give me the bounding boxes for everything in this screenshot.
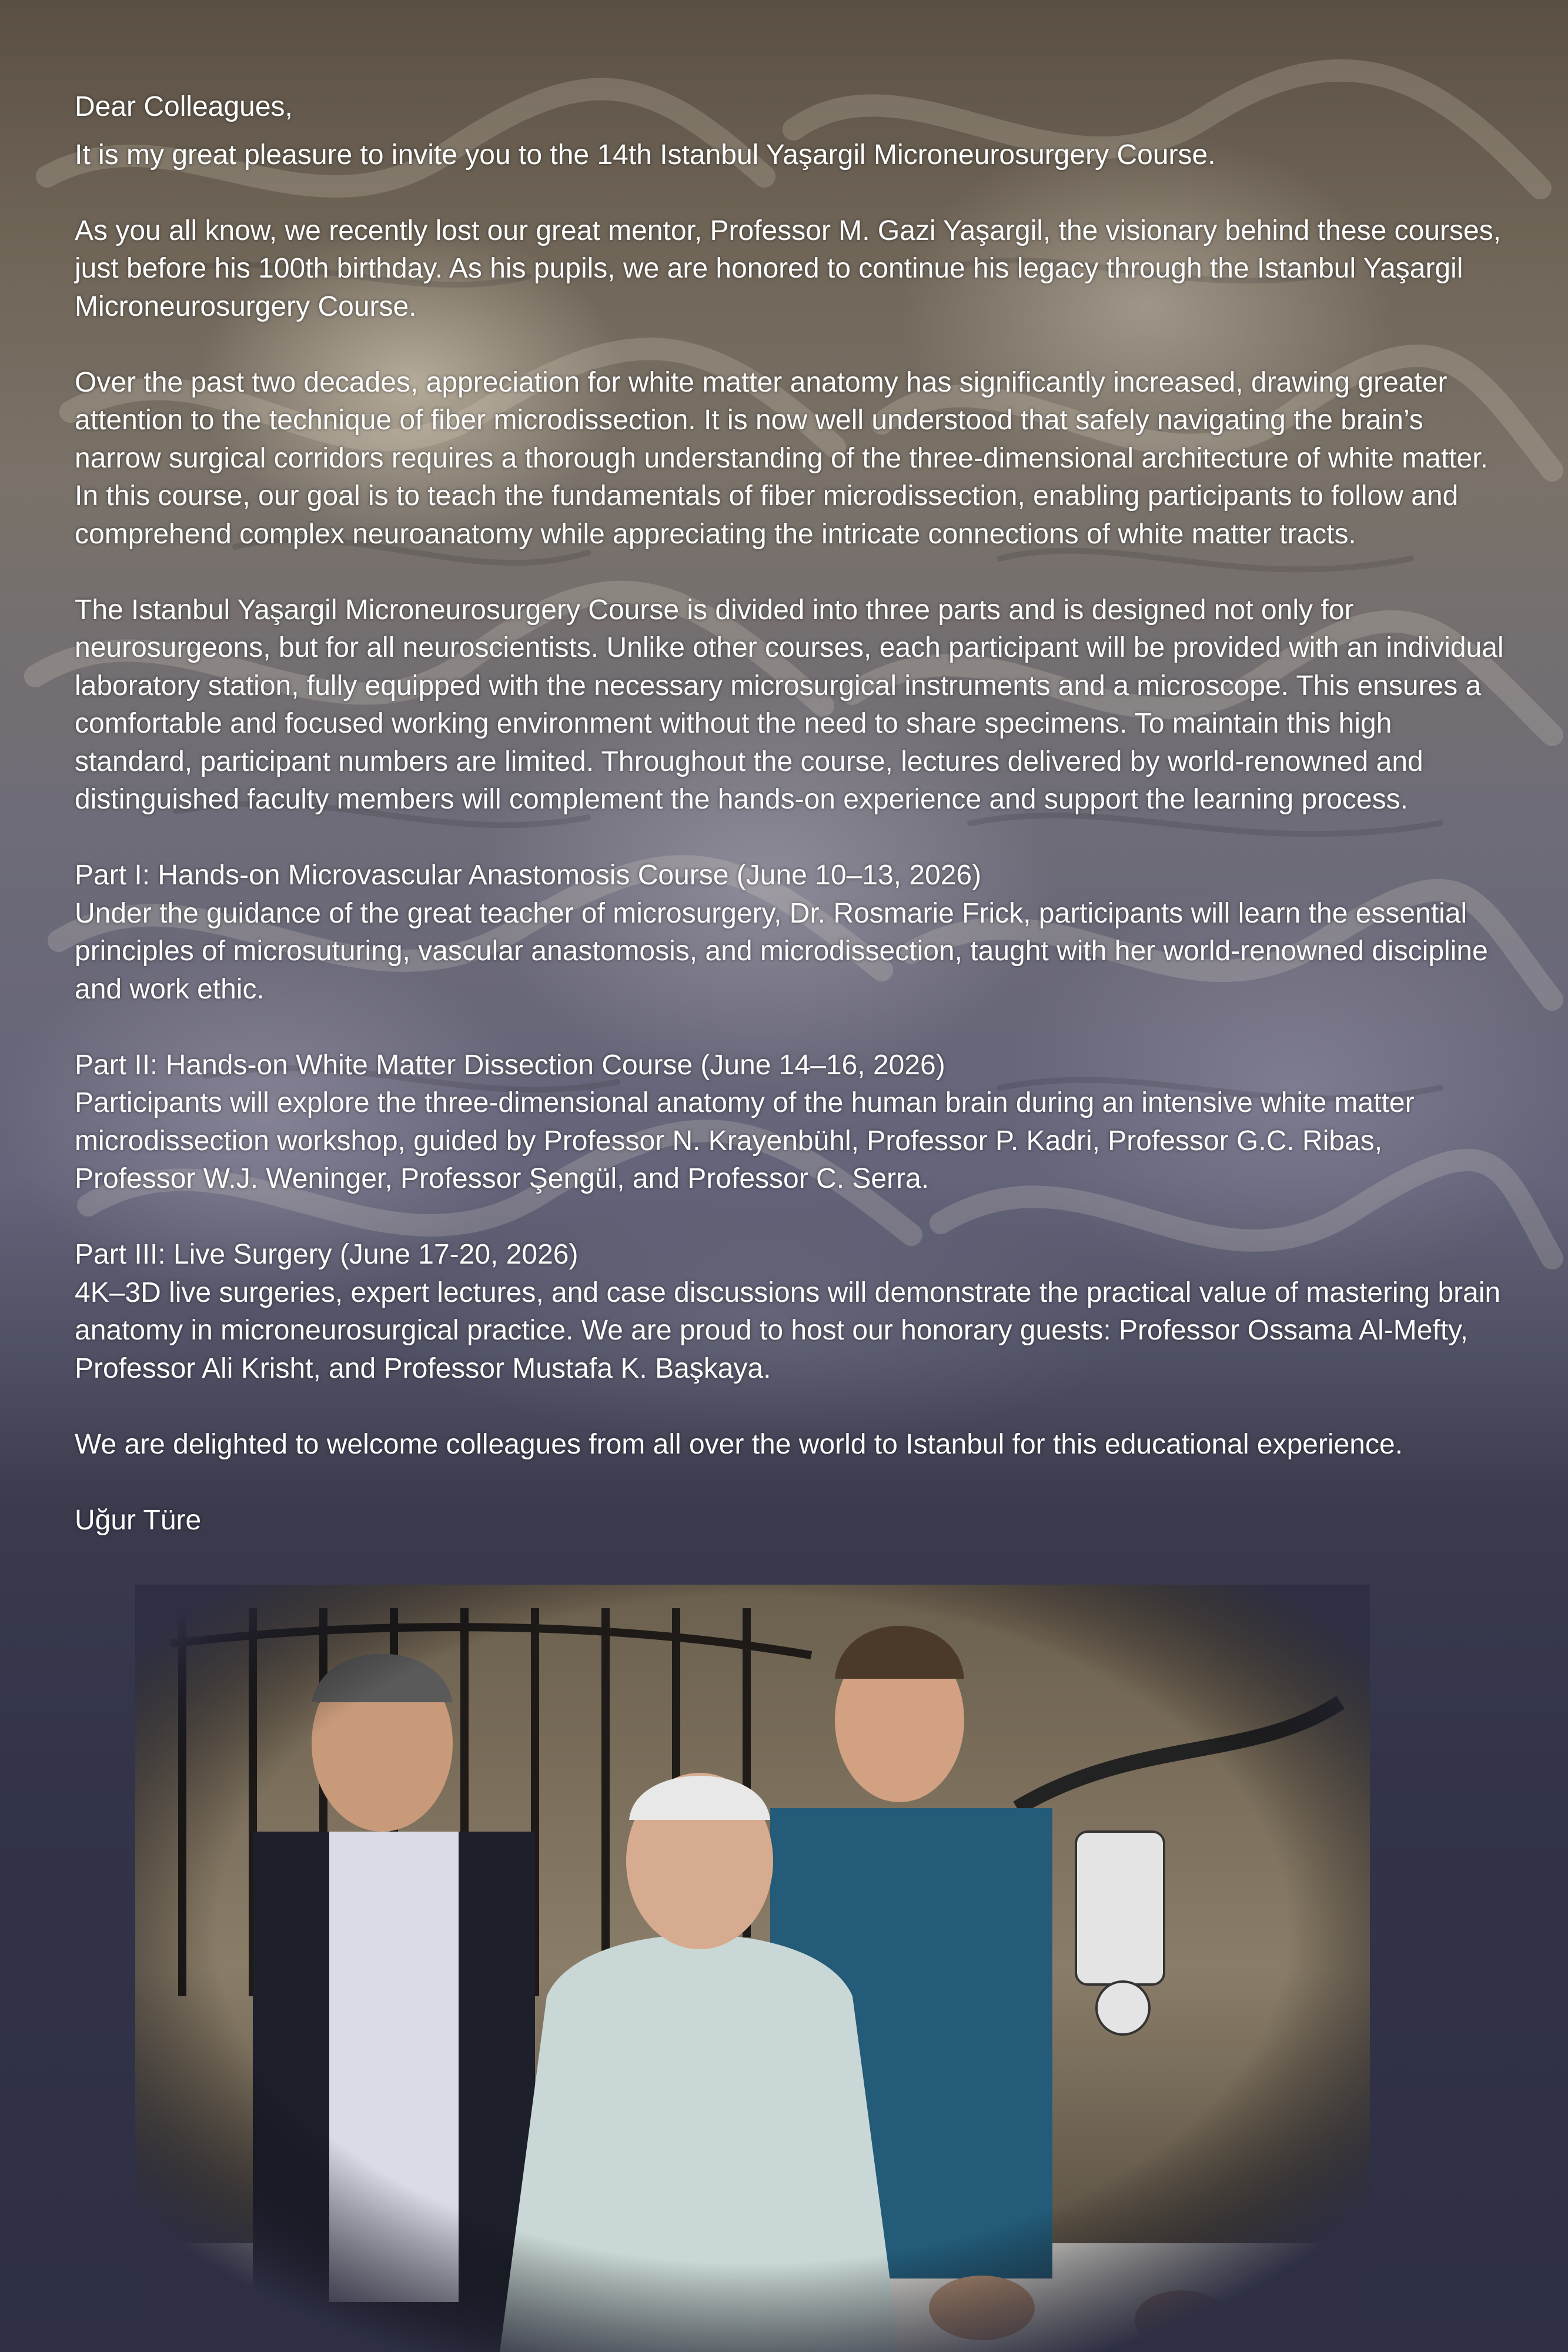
letter-closing: We are delighted to welcome colleagues from all over the world to Istanbul for this educational experience.	[75, 1428, 1403, 1460]
course-part-3	[75, 1236, 1509, 1388]
letter-signature: Uğur Türe	[75, 1504, 202, 1536]
part-body: Under the guidance of the great teacher of microsurgery, Dr. Rosmarie Frick, participants will learn the essential principles of microsuturing, vascular anastomosis, and microdissection, taught with her world-renowned discipline and work ethic.	[75, 897, 1488, 1005]
faculty-group-photo	[135, 1585, 1370, 2352]
invitation-letter	[75, 88, 1509, 1539]
letter-intro: It is my great pleasure to invite you to the 14th Istanbul Yaşargil Microneurosurgery Course.	[75, 139, 1216, 171]
letter-paragraph-white-matter: Over the past two decades, appreciation for white matter anatomy has significantly increased, drawing greater attention to the technique of fiber microdissection. It is now well understood that safely navigating the brain’s narrow surgical corridors requires a thorough understanding of the three-dimensional architecture of white matter. In this course, our goal is to teach the fundamentals of fiber microdissection, enabling participants to follow and comprehend complex neuroanatomy while appreciating the intricate connections of white matter tracts.	[75, 366, 1488, 550]
part-heading: Part III: Live Surgery (June 17-20, 2026)	[75, 1239, 579, 1270]
letter-greeting: Dear Colleagues,	[75, 91, 293, 122]
part-heading: Part I: Hands-on Microvascular Anastomosis Course (June 10–13, 2026)	[75, 860, 982, 891]
part-body: Participants will explore the three-dimensional anatomy of the human brain during an intensive white matter microdissection workshop, guided by Professor N. Krayenbühl, Professor P. Kadri, Professor G.C. Ribas, Professor W.J. Weninger, Professor Şengül, and Professor C. Serra.	[75, 1087, 1415, 1194]
letter-paragraph-course: The Istanbul Yaşargil Microneurosurgery Course is divided into three parts and is designed not only for neurosurgeons, but for all neuroscientists. Unlike other courses, each participant will be provided with an individual laboratory station, fully equipped with the necessary microsurgical instruments and a microscope. This ensures a comfortable and focused working environment without the need to share specimens. To maintain this high standard, participant numbers are limited. Throughout the course, lectures delivered by world-renowned and distinguished faculty members will complement the hands-on experience and support the learning process.	[75, 594, 1504, 815]
part-body: 4K–3D live surgeries, expert lectures, and case discussions will demonstrate the practical value of mastering brain anatomy in microneurosurgical practice. We are proud to host our honorary guests: Professor Ossama Al-Mefty, Professor Ali Krisht, and Professor Mustafa K. Başkaya.	[75, 1277, 1501, 1384]
course-part-1	[75, 857, 1509, 1008]
course-part-2	[75, 1047, 1509, 1198]
letter-paragraph-mentor: As you all know, we recently lost our great mentor, Professor M. Gazi Yaşargil, the visionary behind these courses, just before his 100th birthday. As his pupils, we are honored to continue his legacy through the Istanbul Yaşargil Microneurosurgery Course.	[75, 215, 1502, 322]
part-heading: Part II: Hands-on White Matter Dissection Course (June 14–16, 2026)	[75, 1049, 945, 1081]
